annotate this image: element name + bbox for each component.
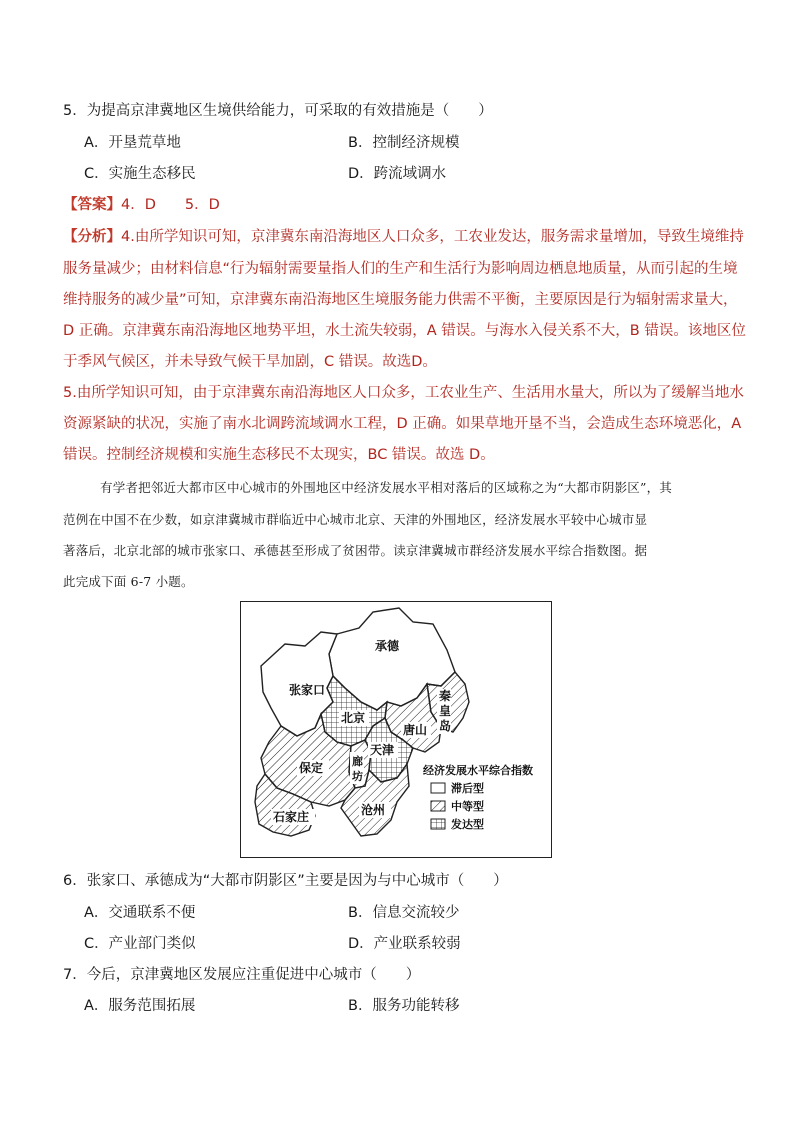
q5-option-d: D．跨流域调水 xyxy=(348,166,447,182)
analysis-line-4: D 正确。京津冀东南沿海地区地势平坦，水土流失较弱，A 错误。与海水入侵关系不大，B 错误。该地区位 xyxy=(63,323,746,339)
label-beijing: 北京 xyxy=(341,711,366,725)
q5-option-a: A．开垦荒草地 xyxy=(84,135,181,151)
q5-stem: 5．为提高京津冀地区生境供给能力，可采取的有效措施是（ ） xyxy=(63,103,493,119)
label-chengde: 承德 xyxy=(375,639,400,653)
label-cangzhou: 沧州 xyxy=(361,803,386,817)
material-line-4: 此完成下面 6-7 小题。 xyxy=(63,574,194,589)
material-line-1: 有学者把邻近大都市区中心城市的外围地区中经济发展水平相对落后的区域称之为“大都市阴影区”，其 xyxy=(100,480,672,495)
legend-item-middle: 中等型 xyxy=(451,800,484,813)
q5-option-c: C．实施生态移民 xyxy=(84,166,196,182)
q6-option-c: C．产业部门类似 xyxy=(84,936,196,952)
legend-swatch-lagging xyxy=(431,783,445,793)
answer-line xyxy=(63,195,220,215)
analysis-line-6: 5.由所学知识可知，由于京津冀东南沿海地区人口众多，工农业生产、生活用水量大，所以为了缓解当地水 xyxy=(63,385,744,401)
label-qinhuangdao-3: 岛 xyxy=(439,719,452,733)
label-shijiazhuang: 石家庄 xyxy=(273,810,310,824)
q6-stem: 6．张家口、承德成为“大都市阴影区”主要是因为与中心城市（ ） xyxy=(63,873,508,889)
q7-option-a: A．服务范围拓展 xyxy=(84,998,196,1014)
q6-option-a: A．交通联系不便 xyxy=(84,905,196,921)
jingjinji-economic-map xyxy=(240,601,552,858)
answer-tag: 【答案】 xyxy=(63,197,121,213)
legend-swatch-developed xyxy=(431,819,445,829)
analysis-line-3: 维持服务的减少量”可知，京津冀东南沿海地区生境服务能力供需不平衡，主要原因是行为辐射需求量大， xyxy=(63,292,738,308)
label-qinhuangdao-1: 秦 xyxy=(439,689,452,703)
legend-title: 经济发展水平综合指数 xyxy=(423,764,533,777)
label-langfang-1: 廊 xyxy=(352,755,363,768)
legend-item-developed: 发达型 xyxy=(451,818,484,831)
answer-text: 4．D 5．D xyxy=(121,197,220,213)
analysis-line-2: 服务量减少；由材料信息“行为辐射需要量指人们的生产和生活行为影响周边栖息地质量，从而引起的生境 xyxy=(63,261,738,277)
label-tianjin: 天津 xyxy=(370,743,395,757)
q5-option-b: B．控制经济规模 xyxy=(348,135,460,151)
q7-option-b: B．服务功能转移 xyxy=(348,998,460,1014)
label-baoding: 保定 xyxy=(299,761,324,775)
map-svg xyxy=(241,602,553,859)
label-qinhuangdao-2: 皇 xyxy=(439,704,452,718)
analysis-line-5: 于季风气候区，并未导致气候干旱加剧，C 错误。故选D。 xyxy=(63,354,437,370)
analysis-tag: 【分析】 xyxy=(63,229,121,245)
legend-item-lagging: 滞后型 xyxy=(451,782,484,795)
label-langfang-2: 坊 xyxy=(352,770,363,783)
analysis-line-8: 错误。控制经济规模和实施生态移民不太现实，BC 错误。故选 D。 xyxy=(63,447,495,463)
analysis-line-1: 【分析】4.由所学知识可知，京津冀东南沿海地区人口众多，工农业发达，服务需求量增加，导致生境维持 xyxy=(63,229,744,245)
material-line-2: 范例在中国不在少数，如京津冀城市群临近中心城市北京、天津的外围地区，经济发展水平较中心城市显 xyxy=(63,512,648,527)
q6-option-d: D．产业联系较弱 xyxy=(348,936,461,952)
label-zhangjiakou: 张家口 xyxy=(289,683,326,697)
legend-swatch-middle xyxy=(431,801,445,811)
analysis-line-7: 资源紧缺的状况，实施了南水北调跨流域调水工程，D 正确。如果草地开垦不当，会造成生态环境恶化，A xyxy=(63,416,742,432)
material-line-3: 著落后，北京北部的城市张家口、承德甚至形成了贫困带。读京津冀城市群经济发展水平综合指数图。据 xyxy=(63,543,648,558)
q6-option-b: B．信息交流较少 xyxy=(348,905,460,921)
q7-stem: 7．今后，京津冀地区发展应注重促进中心城市（ ） xyxy=(63,967,421,983)
label-tangshan: 唐山 xyxy=(403,723,428,737)
